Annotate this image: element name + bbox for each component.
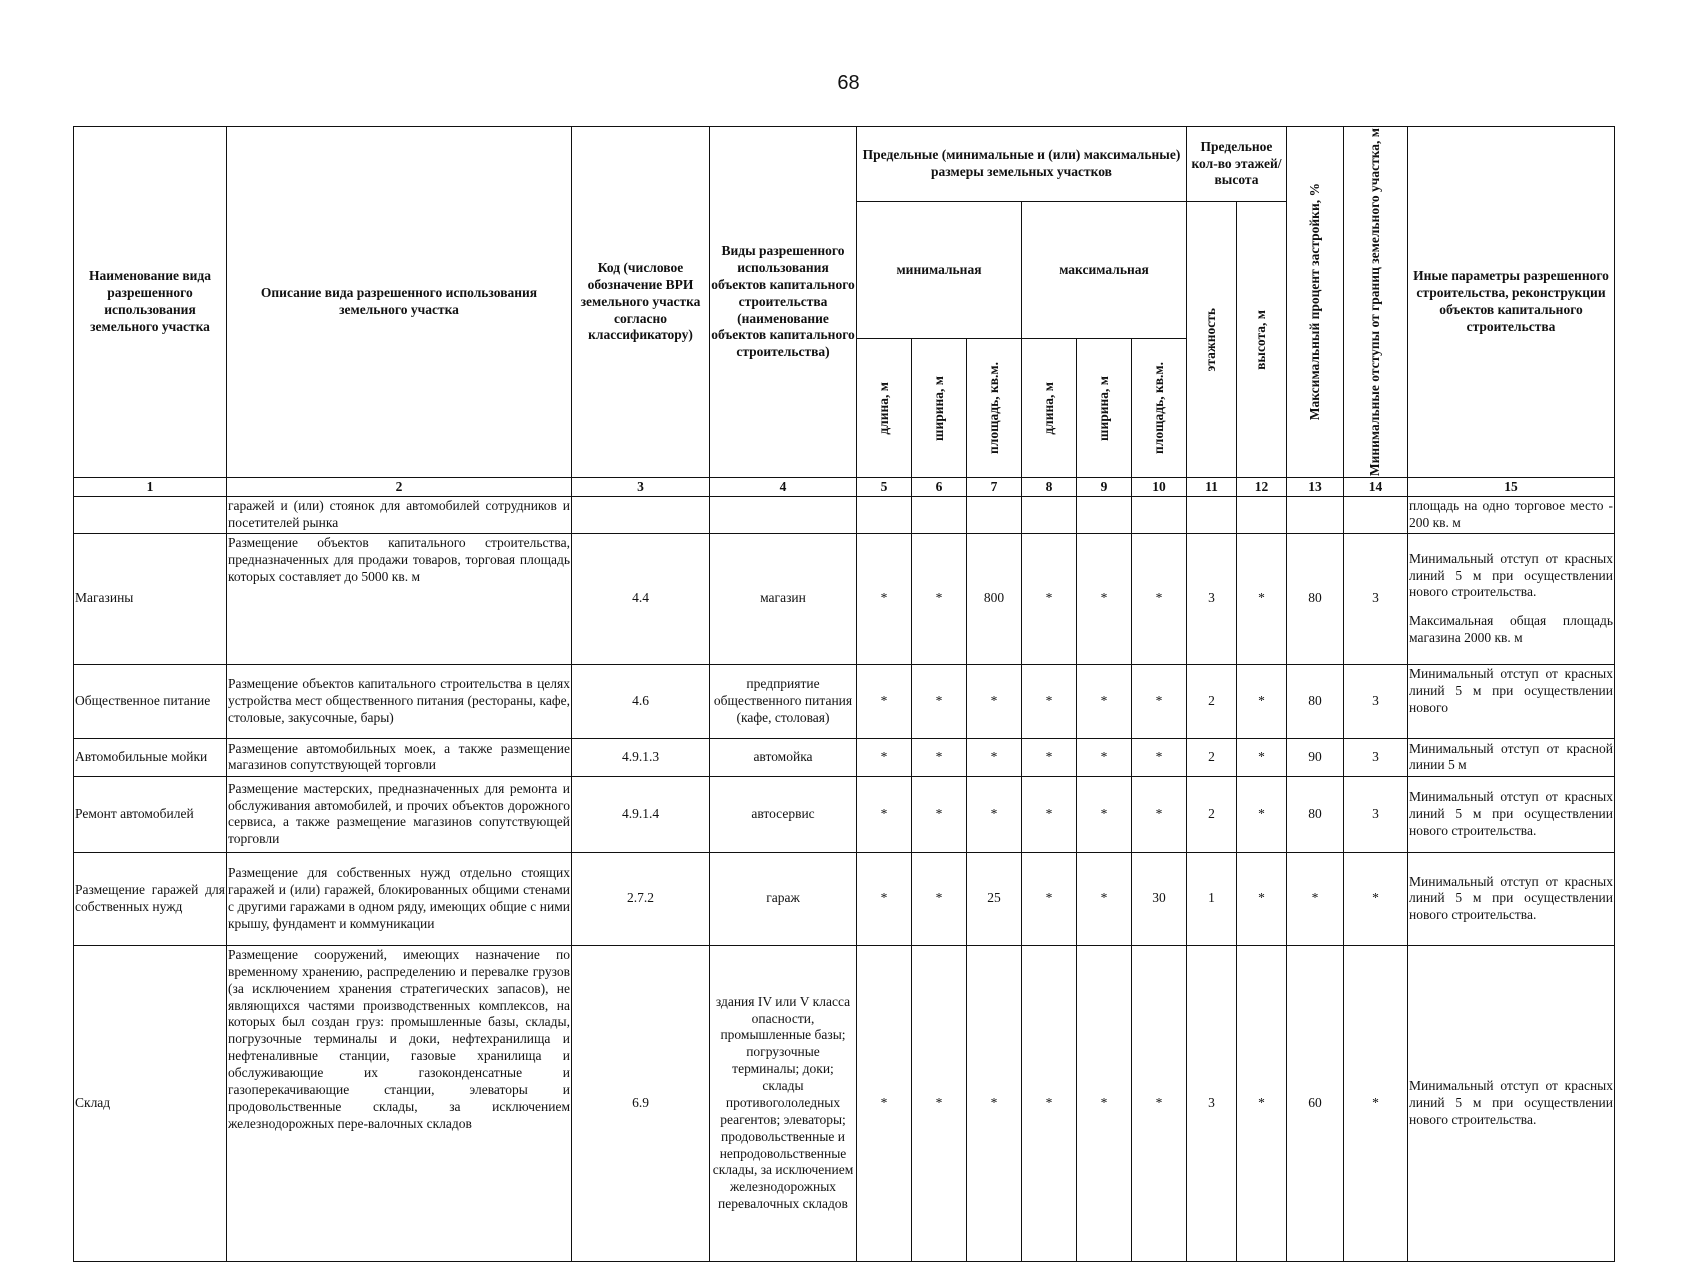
land-use-description: Размещение мастерских, предназначенных для ремонта и обслуживания автомобилей, и прочих объектов дорожного сервиса, а также размещение магазинов сопутствующей торговли <box>227 776 572 852</box>
min-width-value: * <box>912 945 967 1261</box>
column-number: 2 <box>227 478 572 497</box>
setback-value <box>1344 497 1408 534</box>
construction-objects: магазин <box>710 533 857 664</box>
land-use-description: Размещение для собственных нужд отдельно стоящих гаражей и (или) гаражей, блокированных общими стенами с другими гаражами в одном ряду, имеющих общие с ними крышу, фундамент и коммуникации <box>227 852 572 945</box>
max-length-value: * <box>1022 738 1077 776</box>
setback-value: * <box>1344 852 1408 945</box>
max-width-value: * <box>1077 852 1132 945</box>
max-area-value: * <box>1132 776 1187 852</box>
table-row <box>74 852 1615 945</box>
min-area-value: * <box>967 776 1022 852</box>
land-use-name: Автомобильные мойки <box>74 738 227 776</box>
land-use-table <box>73 126 1615 1262</box>
land-use-name: Ремонт автомобилей <box>74 776 227 852</box>
header-min-setbacks: Минимальные отступы от границ земельного участка, м <box>1344 127 1408 478</box>
construction-objects: здания IV или V класса опасности, промышленные базы; погрузочные терминалы; доки; склады противогололедных реагентов; элеваторы; продовольственные и непродовольственные склады, за исключением железнодорожных перевалочных складов <box>710 945 857 1261</box>
column-number: 6 <box>912 478 967 497</box>
height-value: * <box>1237 776 1287 852</box>
land-use-name: Размещение гаражей для собственных нужд <box>74 852 227 945</box>
column-number: 3 <box>572 478 710 497</box>
column-number: 9 <box>1077 478 1132 497</box>
land-use-name: Общественное питание <box>74 664 227 738</box>
other-parameters: Минимальный отступ от красных линий 5 м при осуществлении нового <box>1408 664 1615 738</box>
min-width-value <box>912 497 967 534</box>
max-area-value <box>1132 497 1187 534</box>
column-number: 15 <box>1408 478 1615 497</box>
max-width-value: * <box>1077 533 1132 664</box>
min-area-value: 800 <box>967 533 1022 664</box>
max-width-value <box>1077 497 1132 534</box>
column-number: 11 <box>1187 478 1237 497</box>
construction-objects: предприятие общественного питания (кафе, столовая) <box>710 664 857 738</box>
floors-value: 2 <box>1187 738 1237 776</box>
max-length-value: * <box>1022 533 1077 664</box>
max-area-value: * <box>1132 945 1187 1261</box>
header-max-area: площадь, кв.м. <box>1132 339 1187 478</box>
setback-value: 3 <box>1344 664 1408 738</box>
max-area-value: 30 <box>1132 852 1187 945</box>
other-parameters-setback: Минимальный отступ от красных линий 5 м при осуществлении нового строительства. <box>1409 550 1613 600</box>
max-area-value: * <box>1132 533 1187 664</box>
header-max-length: длина, м <box>1022 339 1077 478</box>
header-max-build-percent: Максимальный процент застройки, % <box>1287 127 1344 478</box>
height-value: * <box>1237 738 1287 776</box>
min-length-value: * <box>857 776 912 852</box>
build-percent-value: 80 <box>1287 664 1344 738</box>
build-percent-value: 80 <box>1287 533 1344 664</box>
table-row <box>74 776 1615 852</box>
header-minimum: минимальная <box>857 202 1022 339</box>
height-value: * <box>1237 533 1287 664</box>
header-maximum: максимальная <box>1022 202 1187 339</box>
min-area-value: * <box>967 945 1022 1261</box>
land-use-description: гаражей и (или) стоянок для автомобилей сотрудников и посетителей рынка <box>227 497 572 534</box>
land-use-name: Магазины <box>74 533 227 664</box>
table-row <box>74 664 1615 738</box>
floors-value: 3 <box>1187 533 1237 664</box>
land-use-description: Размещение объектов капитального строительства в целях устройства мест общественного питания (рестораны, кафе, столовые, закусочные, бары) <box>227 664 572 738</box>
min-area-value <box>967 497 1022 534</box>
table-row <box>74 497 1615 534</box>
min-width-value: * <box>912 738 967 776</box>
column-number: 1 <box>74 478 227 497</box>
land-use-code <box>572 497 710 534</box>
land-use-code: 4.9.1.3 <box>572 738 710 776</box>
setback-value: 3 <box>1344 776 1408 852</box>
other-parameters: Минимальный отступ от красных линий 5 м при осуществлении нового строительства. <box>1408 776 1615 852</box>
floors-value: 2 <box>1187 776 1237 852</box>
max-area-value: * <box>1132 738 1187 776</box>
land-use-code: 4.9.1.4 <box>572 776 710 852</box>
min-length-value: * <box>857 664 912 738</box>
setback-value: 3 <box>1344 533 1408 664</box>
land-use-description: Размещение сооружений, имеющих назначение по временному хранению, распределению и перевалке грузов (за исключением хранения стратегических запасов), не являющихся частями производственных комплексов, на которых был создан груз: промышленные базы, склады, погрузочные терминалы и доки, нефтехранилища и нефтеналивные станции, газовые хранилища и обслуживающие их газоконденсатные и газоперекачивающие станции, элеваторы и продовольственные склады, за исключением железнодорожных пере-валочных складов <box>227 945 572 1261</box>
land-use-code: 4.4 <box>572 533 710 664</box>
header-height: высота, м <box>1237 202 1287 478</box>
construction-objects: гараж <box>710 852 857 945</box>
min-length-value <box>857 497 912 534</box>
construction-objects <box>710 497 857 534</box>
other-parameters-max-area: Максимальная общая площадь магазина 2000 кв. м <box>1409 613 1613 646</box>
max-length-value: * <box>1022 852 1077 945</box>
other-parameters <box>1408 533 1615 664</box>
build-percent-value <box>1287 497 1344 534</box>
column-number: 7 <box>967 478 1022 497</box>
other-parameters: площадь на одно торговое место - 200 кв. м <box>1408 497 1615 534</box>
land-use-code: 4.6 <box>572 664 710 738</box>
max-width-value: * <box>1077 738 1132 776</box>
column-number: 12 <box>1237 478 1287 497</box>
header-land-use-name: Наименование вида разрешенного использования земельного участка <box>74 127 227 478</box>
min-width-value: * <box>912 776 967 852</box>
land-use-description: Размещение объектов капитального строительства, предназначенных для продажи товаров, торговая площадь которых составляет до 5000 кв. м <box>227 533 572 664</box>
min-length-value: * <box>857 533 912 664</box>
header-min-length: длина, м <box>857 339 912 478</box>
min-length-value: * <box>857 738 912 776</box>
header-code: Код (числовое обозначение ВРИ земельного участка согласно классификатору) <box>572 127 710 478</box>
min-width-value: * <box>912 533 967 664</box>
column-number: 10 <box>1132 478 1187 497</box>
build-percent-value: 60 <box>1287 945 1344 1261</box>
header-min-width: ширина, м <box>912 339 967 478</box>
header-land-use-description: Описание вида разрешенного использования земельного участка <box>227 127 572 478</box>
construction-objects: автосервис <box>710 776 857 852</box>
header-min-area: площадь, кв.м. <box>967 339 1022 478</box>
max-length-value <box>1022 497 1077 534</box>
max-width-value: * <box>1077 776 1132 852</box>
header-floors: этажность <box>1187 202 1237 478</box>
table-row <box>74 533 1615 664</box>
build-percent-value: * <box>1287 852 1344 945</box>
land-use-code: 2.7.2 <box>572 852 710 945</box>
table-row <box>74 945 1615 1261</box>
min-width-value: * <box>912 664 967 738</box>
min-area-value: * <box>967 738 1022 776</box>
build-percent-value: 90 <box>1287 738 1344 776</box>
height-value: * <box>1237 664 1287 738</box>
min-area-value: * <box>967 664 1022 738</box>
page-number: 68 <box>837 72 860 94</box>
land-use-name <box>74 497 227 534</box>
column-number: 8 <box>1022 478 1077 497</box>
setback-value: 3 <box>1344 738 1408 776</box>
min-length-value: * <box>857 945 912 1261</box>
floors-value <box>1187 497 1237 534</box>
header-max-width: ширина, м <box>1077 339 1132 478</box>
land-use-name: Склад <box>74 945 227 1261</box>
height-value: * <box>1237 852 1287 945</box>
max-length-value: * <box>1022 776 1077 852</box>
other-parameters: Минимальный отступ от красных линий 5 м при осуществлении нового строительства. <box>1408 852 1615 945</box>
column-number: 5 <box>857 478 912 497</box>
build-percent-value: 80 <box>1287 776 1344 852</box>
other-parameters: Минимальный отступ от красной линии 5 м <box>1408 738 1615 776</box>
header-plot-size-limits: Предельные (минимальные и (или) максимальные) размеры земельных участков <box>857 127 1187 202</box>
column-number: 14 <box>1344 478 1408 497</box>
land-use-code: 6.9 <box>572 945 710 1261</box>
min-area-value: 25 <box>967 852 1022 945</box>
height-value: * <box>1237 945 1287 1261</box>
column-number-row <box>74 478 1615 497</box>
max-length-value: * <box>1022 664 1077 738</box>
floors-value: 3 <box>1187 945 1237 1261</box>
header-other-parameters: Иные параметры разрешенного строительства, реконструкции объектов капитального строительства <box>1408 127 1615 478</box>
column-number: 13 <box>1287 478 1344 497</box>
max-width-value: * <box>1077 945 1132 1261</box>
land-use-description: Размещение автомобильных моек, а также размещение магазинов сопутствующей торговли <box>227 738 572 776</box>
max-area-value: * <box>1132 664 1187 738</box>
setback-value: * <box>1344 945 1408 1261</box>
table-row <box>74 738 1615 776</box>
height-value <box>1237 497 1287 534</box>
max-width-value: * <box>1077 664 1132 738</box>
other-parameters: Минимальный отступ от красных линий 5 м при осуществлении нового строительства. <box>1408 945 1615 1261</box>
column-number: 4 <box>710 478 857 497</box>
header-construction-types: Виды разрешенного использования объектов капитального строительства (наименование объектов капитального строительства) <box>710 127 857 478</box>
max-length-value: * <box>1022 945 1077 1261</box>
floors-value: 2 <box>1187 664 1237 738</box>
construction-objects: автомойка <box>710 738 857 776</box>
min-length-value: * <box>857 852 912 945</box>
header-floors-height: Предельное кол-во этажей/ высота <box>1187 127 1287 202</box>
min-width-value: * <box>912 852 967 945</box>
floors-value: 1 <box>1187 852 1237 945</box>
